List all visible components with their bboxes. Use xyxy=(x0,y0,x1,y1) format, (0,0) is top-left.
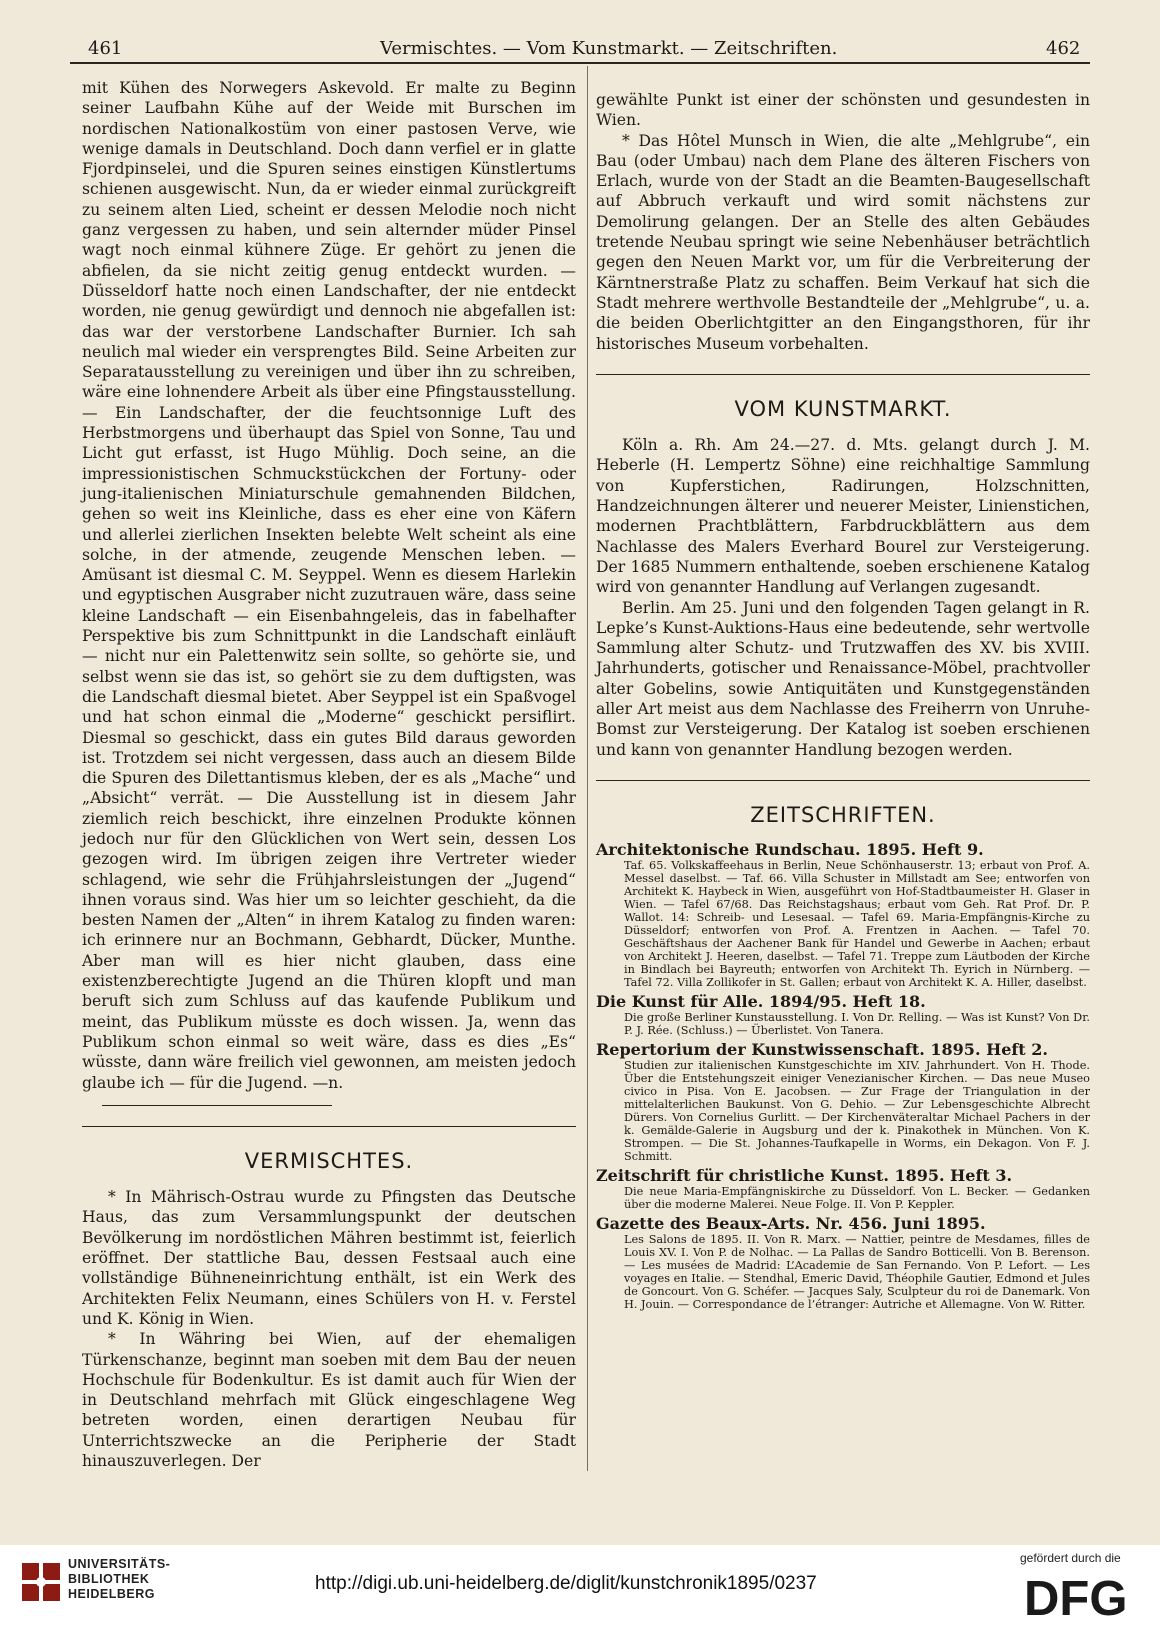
news-item: * Das Hôtel Munsch in Wien, die alte „Mehlgrube“, ein Bau (oder Umbau) nach dem Plane des älteren Fischers von Erlach, wurde von der Stadt an die Beamten-Baugesellschaft auf Abbruch verkauft und wird somit nächstens zur Demolirung gelangen. Der an Stelle des alten Gebäudes tretende Neubau springt wie seine Nebenhäuser beträchtlich gegen den Neuen Markt vor, um für die Verbreiterung der Kärntnerstraße Platz zu schaffen. Beim Verkauf hat sich die Stadt mehrere werthvolle Bestandteile der „Mehlgrube“, u. a. die beiden Oberlichtgitter an den Eingangsthoren, für ihr historisches Museum vorbehalten. xyxy=(596,131,1090,353)
section-rule xyxy=(596,374,1090,375)
funding-note: gefördert durch die xyxy=(1020,1551,1121,1565)
page-number-right: 462 xyxy=(1046,38,1081,59)
running-head: Vermischtes. — Vom Kunstmarkt. — Zeitschriften. xyxy=(380,38,838,59)
section-rule xyxy=(596,780,1090,781)
right-column xyxy=(596,90,1090,1311)
magazine-title: Zeitschrift für christliche Kunst. 1895. Heft 3. xyxy=(596,1166,1013,1186)
news-item: * In Mährisch-Ostrau wurde zu Pfingsten das Deutsche Haus, das zum Versammlungspunkt der deutschen Bevölkerung im nordöstlichen Mähren bestimmt ist, feierlich eröffnet. Der stattliche Bau, dessen Festsaal auch eine vollständige Bühneneinrichtung enthält, ist ein Werk des Architekten Felix Neumann, eines Schülers von H. v. Ferstel und K. König in Wien. xyxy=(82,1188,576,1328)
permalink-url[interactable]: http://digi.ub.uni-heidelberg.de/diglit/kunstchronik1895/0237 xyxy=(315,1573,817,1594)
section-heading-kunstmarkt: VOM KUNSTMARKT. xyxy=(734,396,952,421)
dfg-logo[interactable] xyxy=(1024,1571,1136,1619)
magazine-title: Architektonische Rundschau. 1895. Heft 9. xyxy=(596,840,984,860)
dfg-logo-text: DFG xyxy=(1024,1572,1128,1619)
news-item: * In Währing bei Wien, auf der ehemaligen Türkenschanze, beginnt man soeben mit dem Bau der neuen Hochschule für Bodenkultur. Es ist damit auch für Wien der in Deutschland mehrfach mit Glück eingeschlagene Weg betreten worden, einen derartigen Neubau für Unterrichtszwecke an die Peripherie der Stadt hinauszuverlegen. Der xyxy=(82,1330,576,1470)
magazine-contents: Les Salons de 1895. II. Von R. Marx. — Nattier, peintre de Mesdames, filles de Louis XV. I. Von P. de Nolhac. — La Pallas de Sandro Botticelli. Von B. Berenson. — Les musées de Madrid: L’Academie de San Fernando. Von P. Lefort. — Les voyages en Italie. — Stendhal, Emeric David, Théophile Gautier, Edmond et Jules de Goncourt. Von G. Schéfer. — Jacques Saly, Sculpteur du roi de Danemark. Von H. Jouin. — Correspondance de l’étranger: Autriche et Allemagne. Von W. Ritter. xyxy=(624,1233,1090,1312)
article-paragraph: mit Kühen des Norwegers Askevold. Er malte zu Beginn seiner Laufbahn Kühe auf der Weide mit Burschen im nordischen Nationalkostüm von einer pastosen Verve, wie wenige damals in Deutschland. Doch dann verfiel er in glatte Fjordpinselei, und die Spuren seines einstigen Künstlertums schienen ausgewischt. Nun, da er wieder einmal zurückgreift zu seinem alten Lied, scheint er dessen Melodie noch nicht ganz vergessen zu haben, und sein alternder müder Pinsel wagt noch einmal kühnere Züge. Er gehört zu jenen die abfielen, da sie nicht zeitig genug entdeckt wurden. — Düsseldorf hatte noch einen Landschafter, der nie entdeckt worden, nie genug gewürdigt und dennoch nie abgefallen ist: das war der verstorbene Landschafter Burnier. Ich sah neulich mal wieder ein versprengtes Bild. Seine Arbeiten zur Separatausstellung zu vereinigen und über ihn zu schreiben, wäre eine lohnendere Arbeit als über eine Pfingstausstellung. — Ein Landschafter, der die feuchtsonnige Luft des Herbstmorgens und überhaupt das Spiel von Sonne, Tau und Licht gut erfasst, ist Hugo Mühlig. Doch seine, an die impressionistischen Schmuckstückchen der Fortuny- oder jung-italienischen Miniaturschule gemahnenden Bildchen, gehen so weit ins Kleinliche, dass es eher eine von Käfern und allerlei zierlichen Insekten belebte Welt scheint als eine solche, in der atmende, zeugende Menschen leben. — Amüsant ist diesmal C. M. Seyppel. Wenn es diesem Harlekin und egyptischen Ausgraber nicht zuzutrauen wäre, dass seine kleine Landschaft — ein Eisenbahngeleis, das in fabelhafter Perspektive bis zum Schnittpunkt in die Landschaft einläuft — nicht nur ein Palettenwitz sein sollte, so gehörte sie, und selbst wenn sie das ist, so gehört sie zu dem duftigsten, was die Landschaft diesmal bietet. Aber Seyppel ist ein Spaßvogel und hat schon einmal die „Moderne“ geschickt persiflirt. Diesmal so geschickt, dass ein gutes Bild daraus geworden ist. Trotzdem sei nicht vergessen, dass auch an diesem Bilde die Spuren des Dilettantismus kleben, der es als „Mache“ und „Absicht“ verrät. — Die Ausstellung ist in diesem Jahr ziemlich reich beschickt, ihre einzelnen Produkte können jedoch nur für den Glücklichen von Wert sein, dessen Los gezogen wird. Im übrigen zeigen ihre Vertreter wieder schlagend, wie sehr die Frühjahrsleistungen der „Jugend“ ihnen voraus sind. Was hier um so leichter geschieht, da die besten Namen der „Alten“ in ihrem Katalog zu finden waren: ich erinnere nur an Bochmann, Gebhardt, Dücker, Munthe. Aber man will es hier nicht glauben, dass eine existenzberechtigte Jugend an die Thüren klopft und man beruft sich zum Schluss auf das kaufende Publikum und meint, das Publikum müsste es doch wissen. Ja, wenn das Publikum schon einmal so weit wäre, dass es dies „Es“ wüsste, dann wäre freilich viel gewonnen, am meisten jedoch glaube ich — für die Jugend. —n. xyxy=(82,79,576,1092)
library-name-line: UNIVERSITÄTS- xyxy=(68,1557,171,1571)
section-heading-zeitschriften: ZEITSCHRIFTEN. xyxy=(750,802,936,827)
magazine-contents: Taf. 65. Volkskaffeehaus in Berlin, Neue Schönhauserstr. 13; erbaut von Prof. A. Messel daselbst. — Taf. 66. Villa Schuster in Millstadt am See; entworfen von Architekt K. Haybeck in Wien, ausgeführt von Hof-Stadtbaumeister H. Glaser in Wien. — Tafel 67/68. Das Reichstagshaus; erbaut vom Geh. Rat Prof. Dr. P. Wallot. 14: Schreib- und Lesesaal. — Tafel 69. Maria-Empfängnis-Kirche zu Düsseldorf; entworfen von Prof. A. Frentzen in Aachen. — Tafel 70. Geschäftshaus der Aachener Bank für Handel und Gewerbe in Aachen; erbaut von Architekt J. Heeren, daselbst. — Tafel 71. Treppe zum Läutboden der Kirche in Bindlach bei Bayreuth; entworfen von Architekt Th. Eyrich in Nürnberg. — Tafel 72. Villa Zollikofer in St. Gallen; erbaut von Architekt K. A. Hiller, daselbst. xyxy=(624,859,1090,990)
market-item: Köln a. Rh. Am 24.—27. d. Mts. gelangt durch J. M. Heberle (H. Lempertz Söhne) eine reichhaltige Sammlung von Kupferstichen, Radirungen, Holzschnitten, Handzeichnungen älterer und neuerer Meister, Linienstichen, modernen Prachtblättern, Farbdruckblättern aus dem Nachlasse des Malers Everhard Bourel zur Versteigerung. Der 1685 Nummern enthaltende, soeben erschienene Katalog wird von genannter Handlung auf Verlangen zugesandt. xyxy=(596,436,1090,597)
page-number-left: 461 xyxy=(88,38,123,59)
news-item-continuation: gewählte Punkt ist einer der schönsten und gesundesten in Wien. xyxy=(596,91,1090,130)
magazine-contents: Die große Berliner Kunstausstellung. I. Von Dr. Relling. — Was ist Kunst? Von Dr. P. J. Rée. (Schluss.) — Überlistet. Von Tanera. xyxy=(624,1011,1090,1038)
library-logo-icon xyxy=(20,1561,62,1605)
library-name-line: HEIDELBERG xyxy=(68,1587,155,1601)
magazine-contents: Die neue Maria-Empfängniskirche zu Düsseldorf. Von L. Becker. — Gedanken über die moderne Malerei. Neue Folge. II. Von P. Keppler. xyxy=(624,1185,1090,1212)
header-rule xyxy=(70,62,1090,64)
column-divider xyxy=(587,66,588,1471)
section-rule xyxy=(82,1126,576,1127)
left-column xyxy=(82,78,576,1471)
library-name-line: BIBLIOTHEK xyxy=(68,1572,150,1586)
university-library-logo[interactable] xyxy=(20,1561,62,1605)
magazine-title: Repertorium der Kunstwissenschaft. 1895. Heft 2. xyxy=(596,1040,1048,1060)
section-heading-vermischtes: VERMISCHTES. xyxy=(244,1148,414,1173)
article-end-rule xyxy=(102,1105,332,1106)
market-item: Berlin. Am 25. Juni und den folgenden Tagen gelangt in R. Lepke’s Kunst-Auktions-Haus eine bedeutende, sehr wertvolle Sammlung alter Schutz- und Trutzwaffen des XV. bis XVIII. Jahrhunderts, gotischer und Renaissance-Möbel, prachtvoller alter Gobelins, sowie Antiquitäten und Kunstgegenständen aller Art meist aus dem Nachlasse des Freiherrn von Unruhe-Bomst zur Versteigerung. Der Katalog ist soeben erschienen und kann von genannter Handlung bezogen werden. xyxy=(596,598,1090,759)
magazine-title: Gazette des Beaux-Arts. Nr. 456. Juni 1895. xyxy=(596,1214,986,1234)
footer-bar xyxy=(0,1545,1160,1626)
magazine-title: Die Kunst für Alle. 1894/95. Heft 18. xyxy=(596,992,926,1012)
magazine-contents: Studien zur italienischen Kunstgeschichte im XIV. Jahrhundert. Von H. Thode. Über die Entstehungszeit einiger Venezianischer Kirchen. — Das neue Museo civico in Pisa. Von E. Jacobsen. — Zur Frage der Triangulation in der mittelalterlichen Baukunst. Von G. Dehio. — Zur Lebensgeschichte Albrecht Dürers. Von Cornelius Gurlitt. — Der Kirchenväteraltar Michael Pachers in der k. Gemälde-Galerie in Augsburg und der k. Pinakothek in München. Von K. Strompen. — Die St. Johannes-Taufkapelle in Worms, ein Dekagon. Von F. J. Schmitt. xyxy=(624,1059,1090,1164)
